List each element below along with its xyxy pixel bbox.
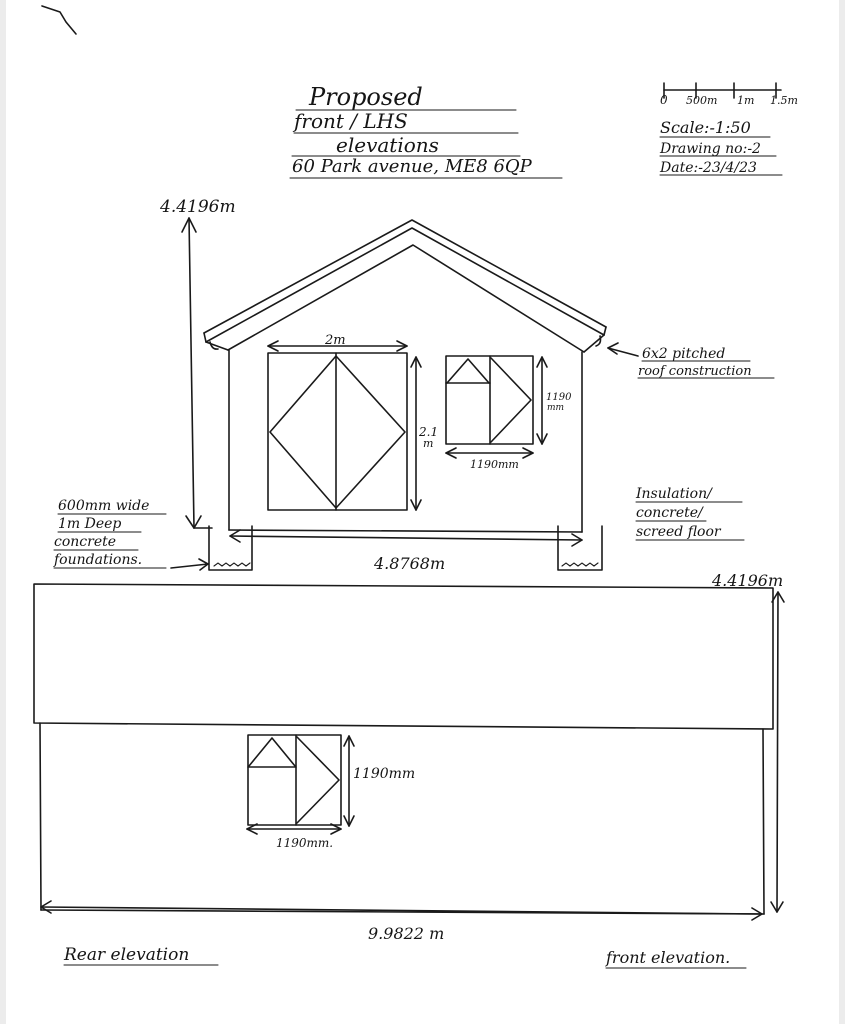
- door-height-label: 2.1: [419, 425, 439, 439]
- drawing-sheet: [6, 0, 839, 1024]
- foundation-note-line: concrete: [54, 534, 117, 550]
- stray-pen-mark: [42, 6, 76, 34]
- rear-wall-right: [763, 729, 764, 914]
- rear-width-label: 9.9822 m: [368, 924, 445, 943]
- window-left-triangle: [447, 359, 489, 383]
- title-line-3: elevations: [336, 133, 439, 157]
- rear-window-right-triangle: [297, 737, 339, 823]
- rear-window-left-triangle: [249, 738, 295, 766]
- roof-ridge-inner: [206, 228, 604, 342]
- rear-window-width-label: 1190mm.: [276, 836, 334, 850]
- roof-end-right: [604, 327, 606, 335]
- foundation-note-line: foundations.: [54, 552, 143, 568]
- double-door: [268, 353, 407, 510]
- foundation-left: [209, 526, 252, 570]
- roof-leader-arrow: [608, 343, 618, 354]
- rear-window-height-label: 1190mm: [353, 766, 416, 782]
- roof-ridge-outer: [204, 220, 606, 333]
- title-line-4: 60 Park avenue, ME8 6QP: [292, 156, 532, 177]
- title-line-1: Proposed: [309, 83, 423, 111]
- floor-note-line: Insulation/: [636, 486, 712, 502]
- window-right-triangle: [491, 358, 531, 442]
- scale-tick-label: 500m: [686, 94, 718, 107]
- scale-text: Scale:-1:50: [660, 118, 751, 137]
- door-width-label: 2m: [325, 333, 346, 348]
- floor-note-line: screed floor: [636, 524, 721, 540]
- rear-window: [248, 735, 341, 825]
- rear-elevation: [34, 571, 784, 968]
- roof-soffit: [228, 245, 584, 352]
- roof-band: [34, 584, 773, 729]
- rear-wall-left: [40, 723, 41, 910]
- width-dimension-line: [230, 536, 582, 540]
- window-width-label: 1190mm: [470, 458, 519, 471]
- foundation-note-line: 1m Deep: [58, 516, 122, 532]
- elevation-drawing: [6, 0, 839, 1024]
- height-label: 4.4196m: [160, 197, 236, 217]
- width-label: 4.8768m: [374, 554, 446, 573]
- title-line-2: front / LHS: [294, 109, 408, 133]
- drawing-date: Date:-23/4/23: [660, 160, 757, 176]
- side-elevation: [53, 197, 774, 573]
- rear-height-dimension: [777, 592, 778, 912]
- roof-end-left: [204, 333, 206, 342]
- window-height-unit: mm: [547, 403, 565, 413]
- roof-note-line: roof construction: [638, 364, 752, 379]
- roof-leader: [608, 348, 638, 356]
- scale-tick-label: 0: [660, 93, 668, 107]
- drawing-number: Drawing no:-2: [660, 141, 761, 157]
- roof-note-line: 6x2 pitched: [642, 346, 726, 362]
- foundation-note-line: 600mm wide: [58, 498, 150, 514]
- window-height-label: 1190: [546, 392, 572, 403]
- rear-height-label: 4.4196m: [712, 571, 784, 590]
- door-height-unit: m: [423, 437, 434, 450]
- foundation-hatching-left: [214, 563, 250, 566]
- rear-elevation-caption: Rear elevation: [64, 945, 190, 965]
- scale-block: [659, 83, 798, 176]
- foundation-hatching-right: [562, 563, 598, 566]
- height-dimension-line: [189, 218, 194, 528]
- title-block: [290, 83, 562, 178]
- scale-tick-label: 1m: [737, 94, 755, 107]
- door-diamond-bracing: [270, 356, 405, 508]
- floor-line: [229, 530, 582, 532]
- scale-tick-label: 1.5m: [770, 94, 798, 107]
- floor-note-line: concrete/: [636, 505, 703, 521]
- front-elevation-caption: front elevation.: [606, 948, 731, 967]
